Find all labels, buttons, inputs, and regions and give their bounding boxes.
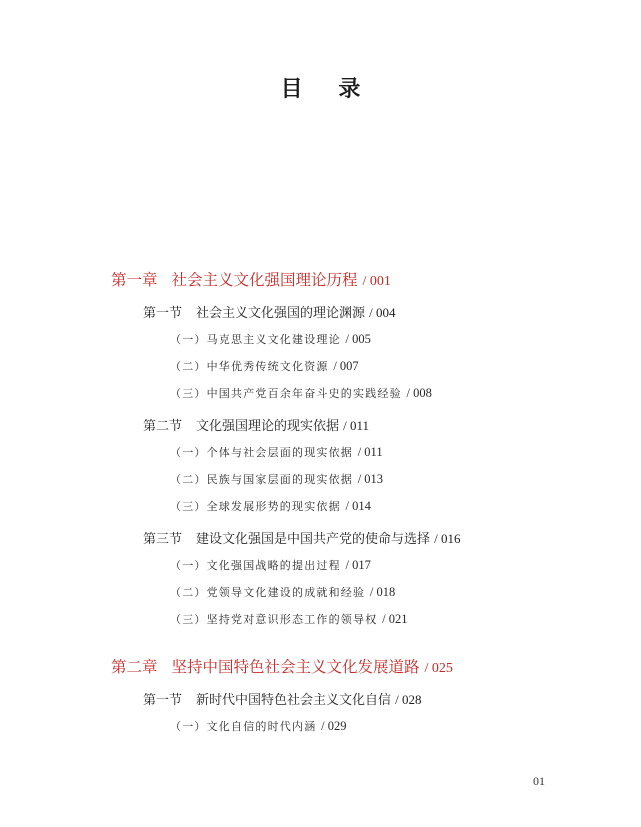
subsection-title: （三）全球发展形势的现实依据 xyxy=(170,500,341,513)
chapter-label: 第二章 xyxy=(111,658,158,676)
page-ref: / 017 xyxy=(345,558,371,572)
section-label: 第二节 xyxy=(143,419,183,434)
toc-section xyxy=(143,302,396,321)
chapter-label: 第一章 xyxy=(111,271,158,289)
page-ref: / 014 xyxy=(345,499,371,513)
subsection-title: （二）民族与国家层面的现实依据 xyxy=(170,473,353,486)
subsection-title: （二）党领导文化建设的成就和经验 xyxy=(170,586,366,599)
section-title: 建设文化强国是中国共产党的使命与选择 xyxy=(196,532,431,547)
toc-subsection xyxy=(170,584,395,600)
subsection-title: （一）文化强国战略的提出过程 xyxy=(170,559,341,572)
subsection-title: （二）中华优秀传统文化资源 xyxy=(170,360,329,373)
page-number: 01 xyxy=(533,774,545,788)
section-label: 第一节 xyxy=(143,693,183,708)
toc-section xyxy=(143,689,422,708)
page-ref: / 025 xyxy=(424,661,453,676)
toc-subsection xyxy=(170,471,383,487)
subsection-title: （一）个体与社会层面的现实依据 xyxy=(170,446,353,459)
toc-subsection xyxy=(170,358,359,374)
subsection-title: （三）坚持党对意识形态工作的领导权 xyxy=(170,613,378,626)
subsection-title: （一）文化自信的时代内涵 xyxy=(170,720,317,733)
toc-subsection xyxy=(170,331,371,347)
toc-subsection xyxy=(170,385,432,401)
page-ref: / 013 xyxy=(357,472,384,486)
subsection-title: （三）中国共产党百余年奋斗史的实践经验 xyxy=(170,387,402,400)
subsection-title: （一）马克思主义文化建设理论 xyxy=(170,333,341,346)
page-ref: / 011 xyxy=(343,418,370,433)
section-label: 第三节 xyxy=(143,532,183,547)
page-ref: / 016 xyxy=(434,531,461,546)
chapter-title: 坚持中国特色社会主义文化发展道路 xyxy=(171,658,420,676)
page-ref: / 011 xyxy=(357,445,383,459)
toc-subsection xyxy=(170,718,346,734)
page-ref: / 005 xyxy=(345,332,371,346)
toc-subsection xyxy=(170,611,407,627)
page-ref: / 018 xyxy=(369,585,396,599)
page-title: 目 录 xyxy=(280,77,375,102)
section-title: 文化强国理论的现实依据 xyxy=(196,419,340,434)
section-title: 社会主义文化强国的理论渊源 xyxy=(196,306,366,321)
toc-section xyxy=(143,415,369,434)
page-ref: / 021 xyxy=(382,612,408,626)
toc-subsection xyxy=(170,498,371,514)
toc-chapter-2 xyxy=(111,655,453,677)
toc-subsection xyxy=(170,444,383,460)
page-ref: / 004 xyxy=(369,305,396,320)
toc-subsection xyxy=(170,557,371,573)
toc-chapter-1 xyxy=(111,268,391,290)
toc-section xyxy=(143,528,461,547)
chapter-title: 社会主义文化强国理论历程 xyxy=(171,271,358,289)
page-ref: / 029 xyxy=(321,719,347,733)
page-ref: / 028 xyxy=(395,692,422,707)
section-title: 新时代中国特色社会主义文化自信 xyxy=(196,693,392,708)
section-label: 第一节 xyxy=(143,306,183,321)
page-ref: / 001 xyxy=(362,274,391,289)
page-ref: / 008 xyxy=(406,386,432,400)
page-ref: / 007 xyxy=(333,359,359,373)
